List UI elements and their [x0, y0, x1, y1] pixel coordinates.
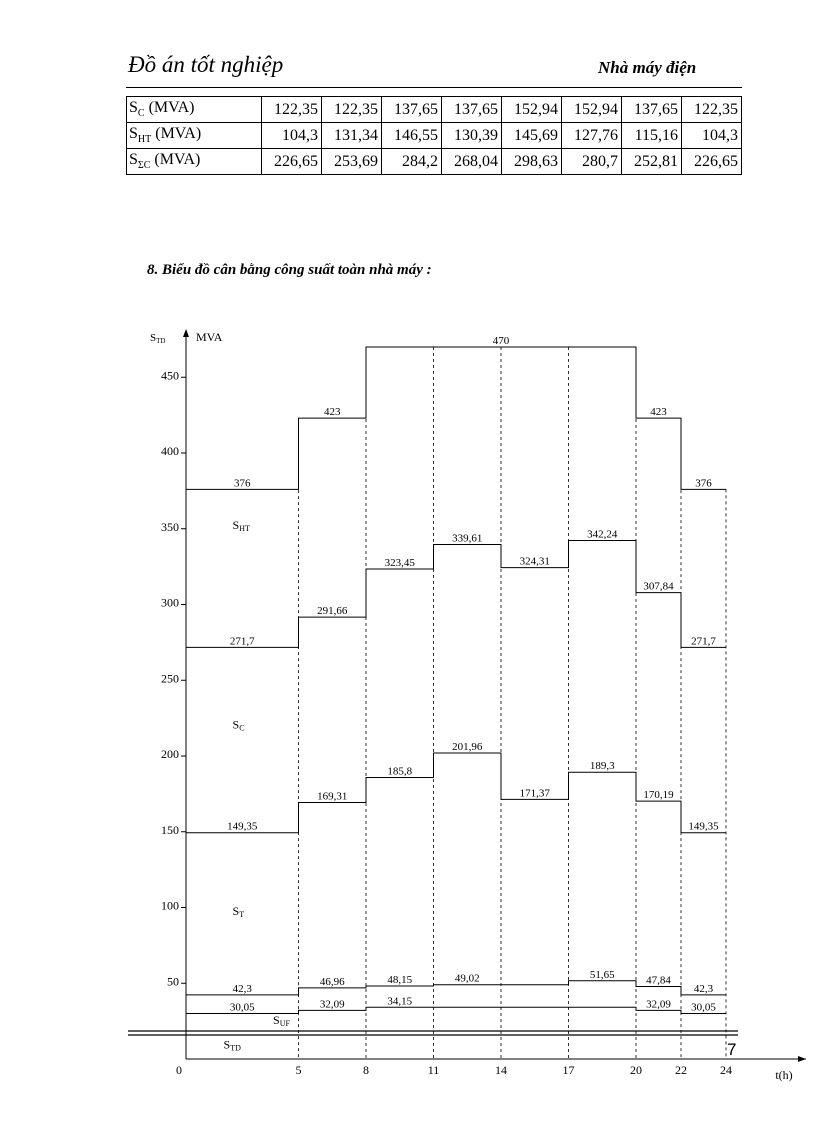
data-label: 34,15	[387, 995, 413, 1008]
data-label: 376	[695, 477, 712, 490]
y-axis-label: STD	[150, 331, 166, 345]
x-tick-label: 22	[675, 1063, 687, 1077]
data-label: 291,66	[317, 605, 348, 618]
table-cell: 145,69	[502, 123, 562, 149]
data-label: 423	[324, 406, 341, 419]
data-label: 149,35	[227, 820, 258, 833]
data-label: 46,96	[319, 975, 345, 988]
series-line-s-td	[186, 1007, 726, 1013]
data-label: 30,05	[691, 1001, 716, 1014]
data-label: 42,3	[693, 982, 714, 995]
x-tick-label: 14	[495, 1063, 507, 1077]
y-axis-arrow	[183, 329, 189, 337]
row-label: $S_{\Sigma C}$ (MVA)	[127, 149, 262, 175]
table-cell: 137,65	[442, 97, 502, 123]
data-label: 307,84	[643, 580, 674, 593]
table-cell: 137,65	[382, 97, 442, 123]
data-label: 201,96	[452, 741, 483, 754]
x-axis-label: t(h)	[775, 1068, 793, 1082]
y-tick-label: 300	[161, 595, 179, 610]
y-tick-label: 100	[161, 898, 179, 913]
table-cell: 137,65	[622, 97, 682, 123]
x-tick-label: 24	[720, 1063, 732, 1077]
data-label: 51,65	[589, 968, 615, 981]
x-tick-label: 20	[630, 1063, 642, 1077]
table-cell: 131,34	[322, 123, 382, 149]
table-cell: 298,63	[502, 149, 562, 175]
table-cell: 268,04	[442, 149, 502, 175]
data-label: 48,15	[387, 974, 413, 987]
y-tick-label: 350	[161, 519, 179, 534]
data-label: 271,7	[229, 635, 255, 648]
region-label-td: STD	[223, 1037, 241, 1053]
data-label: 470	[492, 334, 510, 347]
document-title: Đồ án tốt nghiệp	[128, 52, 284, 77]
data-label: 185,8	[387, 765, 413, 778]
data-label: 49,02	[454, 972, 480, 985]
data-label: 171,37	[519, 787, 550, 800]
region-label-t: ST	[232, 904, 245, 920]
table-cell: 130,39	[442, 123, 502, 149]
table-cell: 280,7	[562, 149, 622, 175]
document-subject: Nhà máy điện	[598, 58, 697, 77]
y-tick-label: 400	[161, 444, 179, 458]
data-label: 323,45	[384, 556, 415, 569]
region-label-c: SC	[232, 717, 245, 733]
table-cell: 127,76	[562, 123, 622, 149]
x-axis-arrow	[798, 1056, 806, 1062]
data-label: 32,09	[319, 998, 345, 1011]
table-cell: 226,65	[682, 149, 742, 175]
data-label: 339,61	[452, 532, 483, 545]
x-tick-label: 5	[295, 1063, 302, 1077]
data-label: 189,3	[589, 760, 615, 773]
table-cell: 152,94	[502, 97, 562, 123]
y-tick-label: 200	[161, 747, 179, 761]
table-cell: 146,55	[382, 123, 442, 149]
data-label: 170,19	[643, 789, 674, 802]
y-tick-label: 250	[161, 671, 179, 686]
data-label: 42,3	[232, 982, 252, 995]
table-cell: 152,94	[562, 97, 622, 123]
data-label: 149,35	[688, 820, 719, 833]
data-label: 32,09	[646, 998, 671, 1011]
table-cell: 104,3	[682, 123, 742, 149]
y-tick-label: 50	[167, 974, 179, 989]
series-line-s-ht	[186, 347, 726, 489]
x-tick-label: 0	[176, 1063, 182, 1077]
data-label: 376	[234, 477, 251, 490]
table-cell: 122,35	[322, 97, 382, 123]
table-cell: 104,3	[262, 123, 322, 149]
data-label: 271,7	[691, 635, 716, 648]
data-label: 47,84	[646, 974, 671, 987]
data-label: 169,31	[317, 790, 348, 803]
y-tick-label: 450	[161, 368, 179, 383]
table-cell: 122,35	[682, 97, 742, 123]
x-tick-label: 17	[562, 1063, 575, 1077]
table-cell: 122,35	[262, 97, 322, 123]
data-label: 324,31	[519, 555, 550, 568]
x-tick-label: 11	[427, 1063, 440, 1077]
x-tick-label: 8	[363, 1063, 369, 1077]
series-line-s-c	[186, 541, 726, 648]
y-tick-label: 150	[161, 822, 179, 837]
table-cell: 226,65	[262, 149, 322, 175]
table-cell: 252,81	[622, 149, 682, 175]
table-cell: 284,2	[382, 149, 442, 175]
data-label: 342,24	[587, 528, 618, 541]
row-label: $S_{HT}$ (MVA)	[127, 123, 262, 149]
region-label-uf: SUF	[273, 1013, 290, 1029]
section-title: 8. Biểu đồ cân bằng công suất toàn nhà máy :	[147, 262, 432, 278]
table-cell: 115,16	[622, 123, 682, 149]
data-label: 30,05	[229, 1001, 255, 1014]
table-cell: 253,69	[322, 149, 382, 175]
y-axis-unit: MVA	[196, 329, 223, 344]
row-label: $S_C$ (MVA)	[127, 97, 262, 123]
region-label-ht: SHT	[232, 517, 250, 533]
data-label: 423	[650, 406, 667, 419]
page-number: 7	[727, 1040, 737, 1059]
